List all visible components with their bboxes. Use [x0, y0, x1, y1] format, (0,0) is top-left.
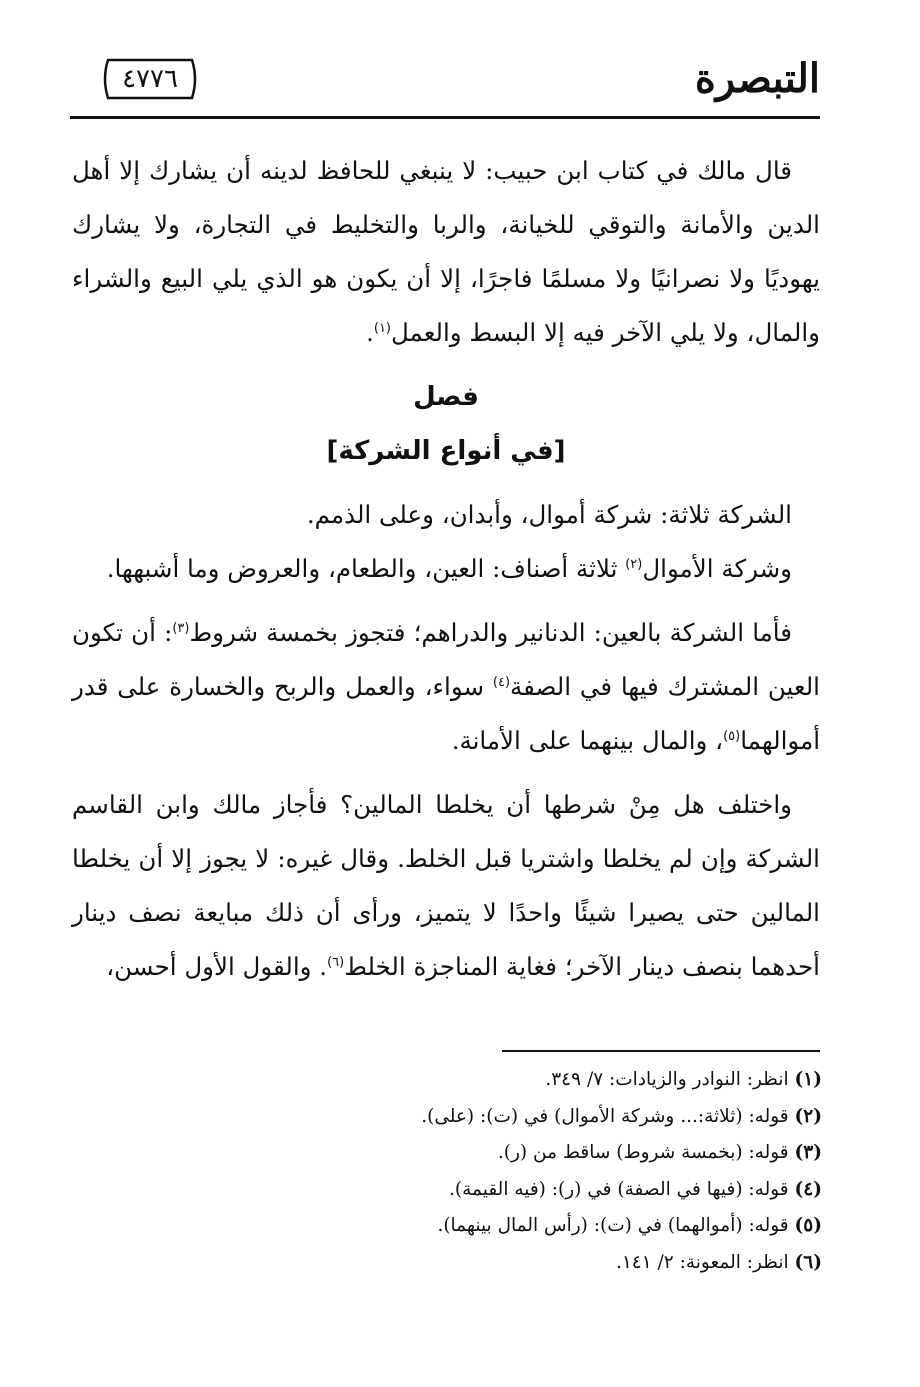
footnote-text: قوله: (أموالهما) في (ت): (رأس المال بينهما). — [437, 1215, 789, 1236]
footnote-ref-5: (٥) — [723, 728, 741, 744]
paragraph-5-text-a: واختلف هل مِنْ شرطها أن يخلطا المالين؟ فأجاز مالك وابن القاسم الشركة وإن لم يخلطا واشتريا قبل الخلط. وقال غيره: لا يجوز إلا أن يخلطا المالين حتى يصيرا شيئًا واحدًا لا يتميز، ورأى أن ذلك مبايعة نصف دينار أحدهما بنصف دينار الآخر؛ فغاية المناجزة الخلط — [72, 790, 820, 981]
footnote-text: انظر: المعونة: ٢/ ١٤١. — [615, 1251, 789, 1273]
page-number-badge — [100, 56, 200, 102]
paragraph-2: الشركة ثلاثة: شركة أموال، وأبدان، وعلى الذمم. — [306, 500, 792, 529]
footnotes — [122, 1062, 822, 1281]
paragraph-3-text-a: وشركة الأموال — [642, 554, 792, 583]
paragraph-3 — [72, 542, 820, 596]
section-heading: فصل — [413, 382, 479, 412]
footnote-ref-6: (٦) — [327, 954, 345, 970]
paragraph-1-end: . — [366, 318, 374, 347]
footnote-text: قوله: (فيها في الصفة) في (ر): (فيه القيمة). — [449, 1178, 789, 1200]
footnote-ref-4: (٤) — [492, 674, 511, 690]
footnote-item — [122, 1208, 822, 1245]
page-number: ٤٧٧٦ — [122, 64, 178, 94]
paragraph-1 — [72, 144, 820, 360]
book-title: التبصرة — [694, 55, 820, 102]
footnote-number: (٣) — [794, 1142, 822, 1163]
section-subheading: [في أنواع الشركة] — [326, 436, 566, 466]
paragraph-4-text-a: فأما الشركة بالعين: الدنانير والدراهم؛ فتجوز بخمسة شروط — [189, 618, 792, 647]
footnote-number: (٦) — [794, 1251, 822, 1273]
footnote-number: (٤) — [794, 1178, 822, 1200]
footnote-ref-3: (٣) — [172, 620, 190, 636]
footnote-number: (١) — [794, 1069, 822, 1090]
footnote-item — [122, 1135, 822, 1172]
paragraph-4-text-c: سواء، والعمل والربح والخسارة على قدر أموالهما — [72, 672, 820, 755]
paragraph-5 — [72, 778, 820, 994]
paragraph-4 — [72, 606, 820, 768]
paragraph-4-text-d: ، والمال بينهما على الأمانة. — [451, 726, 724, 755]
footnote-number: (٥) — [794, 1215, 822, 1236]
footnote-item — [122, 1245, 822, 1282]
page-header — [70, 48, 820, 120]
footnote-text: قوله: (ثلاثة:... وشركة الأموال) في (ت): (على). — [421, 1105, 789, 1127]
footnote-divider — [502, 1050, 820, 1052]
footnote-number: (٢) — [794, 1105, 822, 1127]
paragraph-4-text-b: : أن تكون العين المشترك فيها في الصفة — [72, 618, 820, 701]
footnote-text: قوله: (بخمسة شروط) ساقط من (ر). — [497, 1142, 789, 1163]
footnote-text: انظر: النوادر والزيادات: ٧/ ٣٤٩. — [545, 1069, 789, 1090]
footnote-item — [122, 1099, 822, 1136]
footnote-ref-2: (٢) — [625, 556, 643, 572]
header-divider — [70, 116, 820, 119]
footnote-item — [122, 1172, 822, 1209]
footnote-item — [122, 1062, 822, 1099]
paragraph-5-text-b: . والقول الأول أحسن، — [106, 952, 328, 981]
footnote-ref-1: (١) — [373, 320, 391, 336]
main-text — [72, 144, 820, 994]
paragraph-1-text: قال مالك في كتاب ابن حبيب: لا ينبغي للحافظ لدينه أن يشارك إلا أهل الدين والأمانة والتوقي للخيانة، والربا والتخليط في التجارة، ولا يشارك يهوديًا ولا نصرانيًا ولا مسلمًا فاجرًا، إلا أن يكون هو الذي يلي البيع والشراء والمال، ولا يلي الآخر فيه إلا البسط والعمل — [72, 156, 820, 347]
paragraph-3-text-b: ثلاثة أصناف: العين، والطعام، والعروض وما أشبهها. — [106, 554, 626, 583]
